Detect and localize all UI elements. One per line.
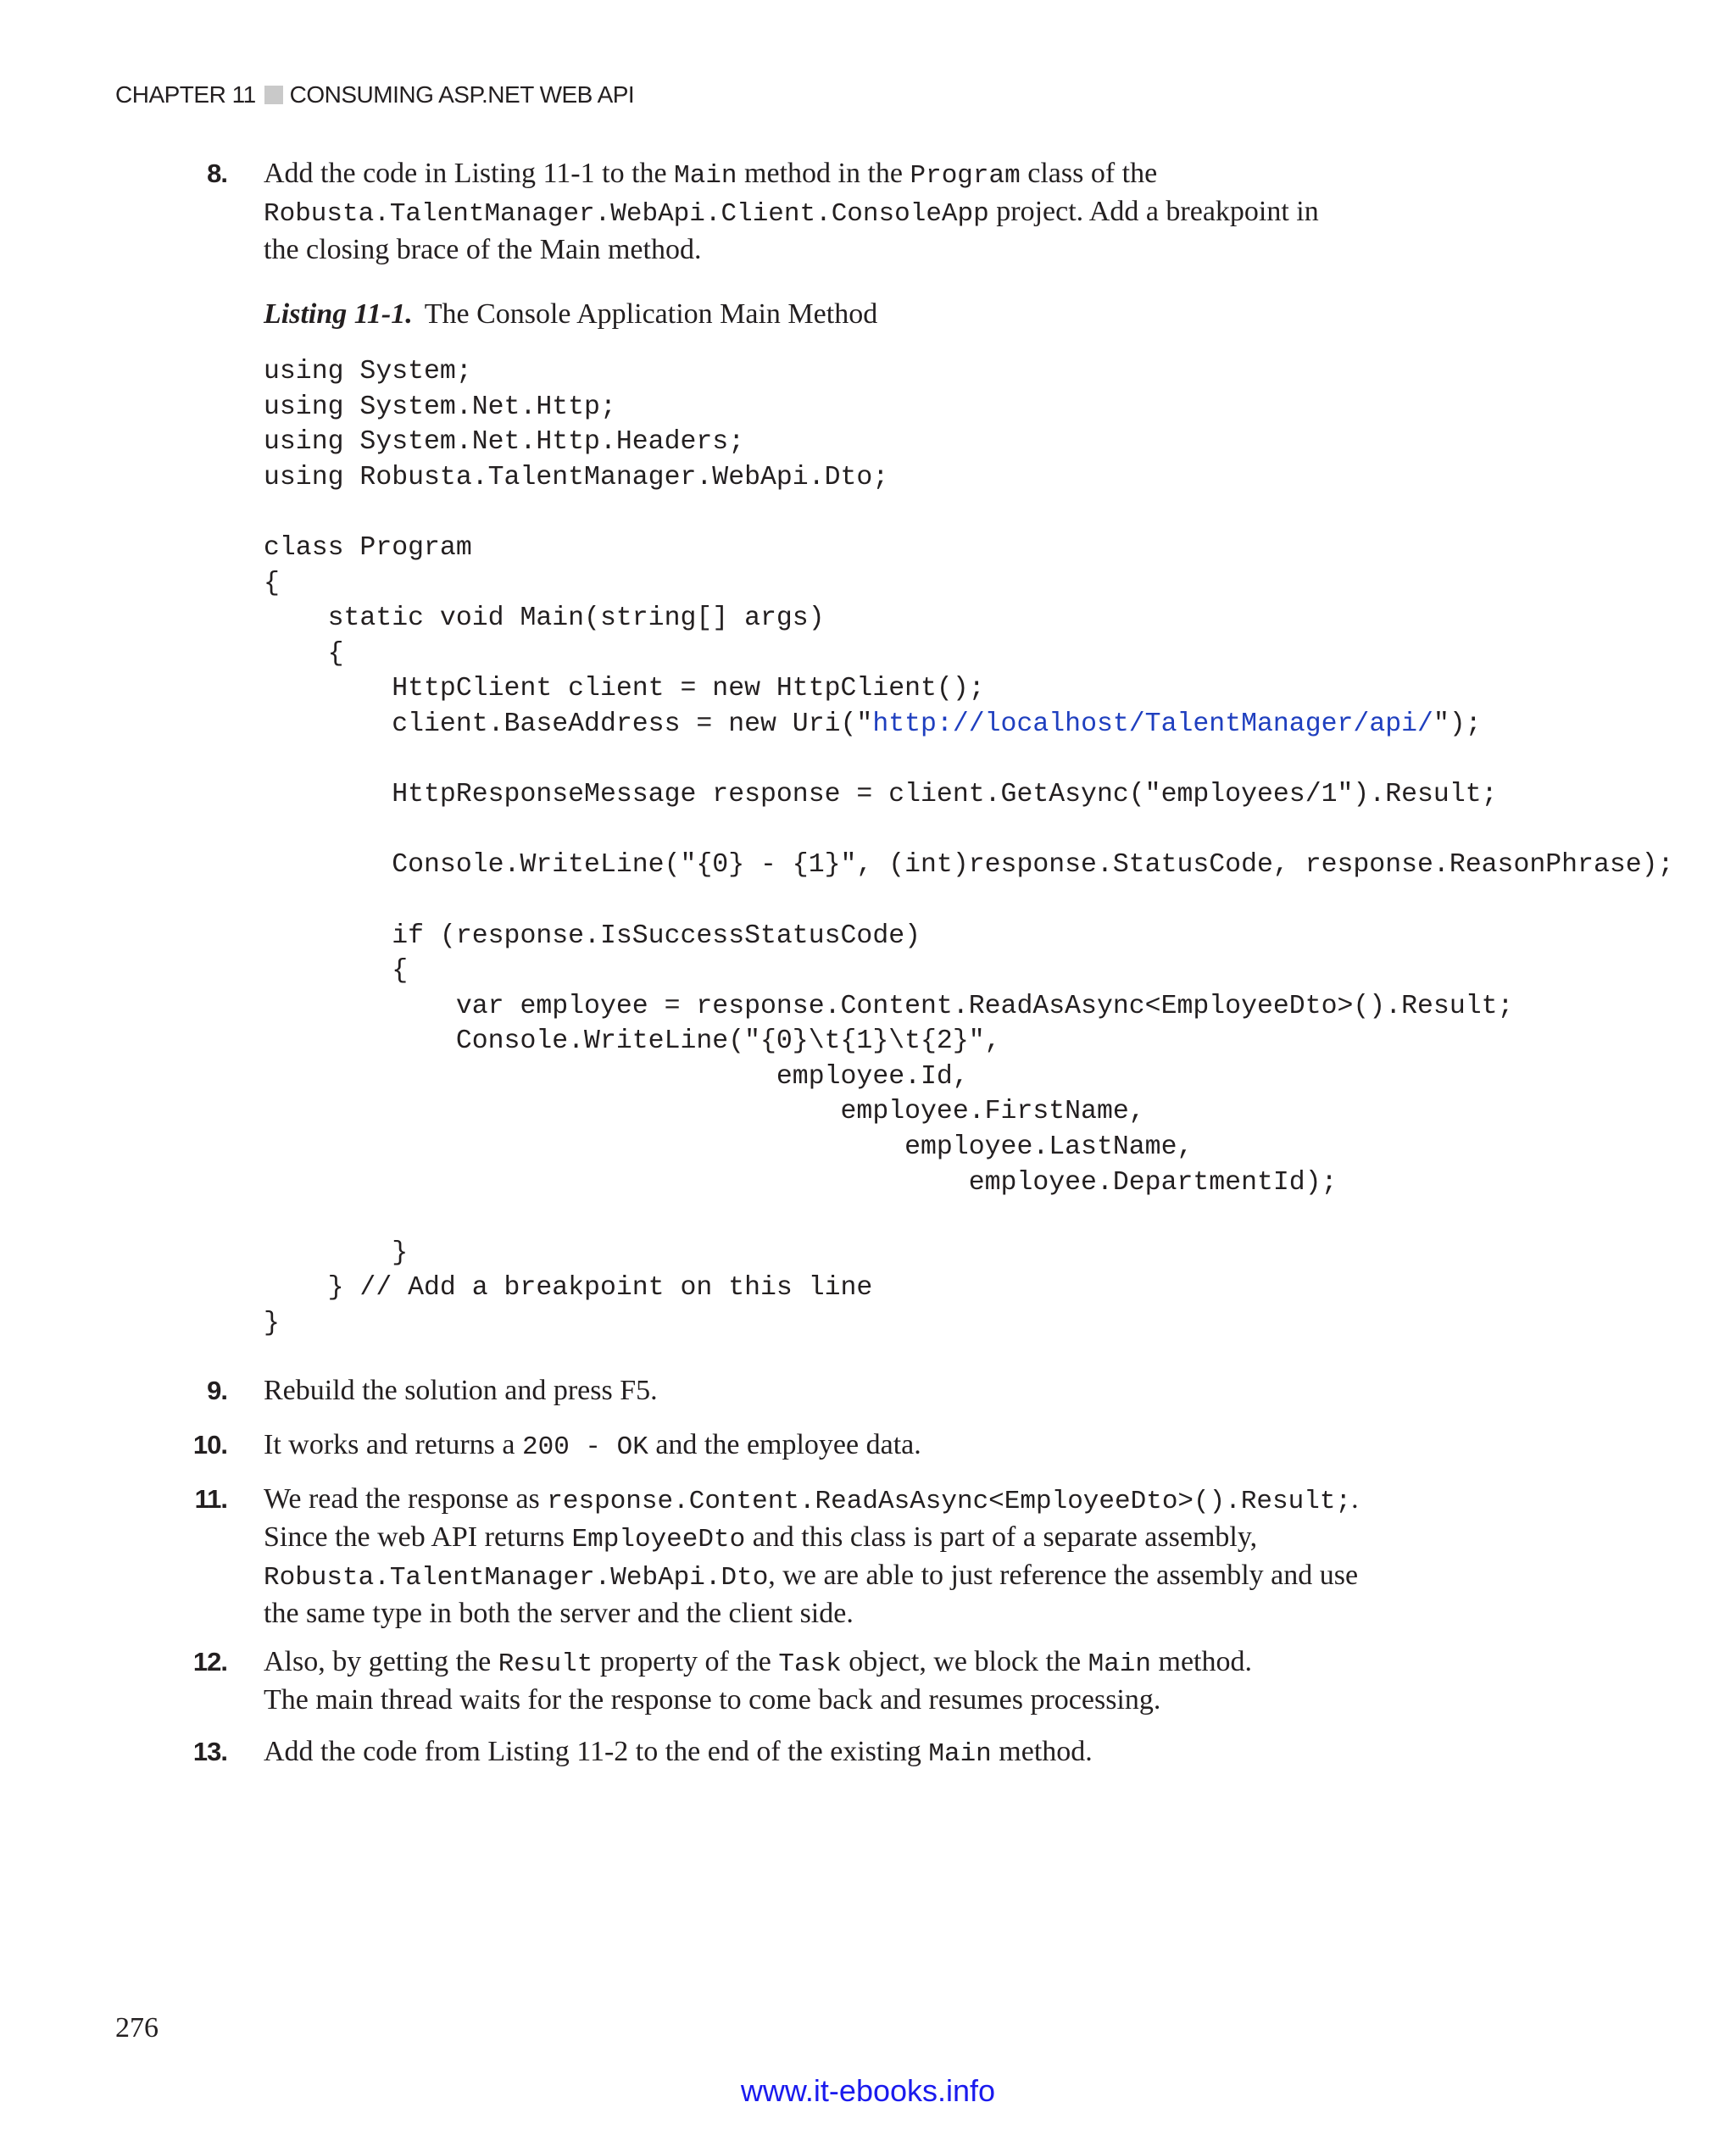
- step-line: [264, 1520, 1535, 1558]
- inline-code: 200 - OK: [521, 1432, 648, 1462]
- code-line: [264, 813, 1673, 848]
- code-text: client.BaseAddress = new Uri(": [264, 709, 873, 739]
- code-line: [264, 883, 1673, 919]
- text-run: Also, by getting the: [264, 1646, 498, 1677]
- code-text: ");: [1433, 709, 1482, 739]
- step-number: 11.: [194, 1484, 227, 1514]
- code-line: static void Main(string[] args): [264, 603, 825, 634]
- step-number: 13.: [192, 1737, 227, 1766]
- step-line: the same type in both the server and the client side.: [264, 1598, 854, 1629]
- text-run: property of the: [593, 1646, 779, 1677]
- running-header: [115, 81, 634, 108]
- step-number: 12.: [192, 1647, 227, 1677]
- text-run: project. Add a breakpoint in: [988, 196, 1319, 227]
- step-line: [264, 1482, 1535, 1520]
- text-run: class of the: [1020, 158, 1158, 189]
- step-line: the closing brace of the Main method.: [264, 234, 702, 265]
- code-line: using System.Net.Http.Headers;: [264, 427, 745, 458]
- text-run: method.: [1151, 1646, 1252, 1677]
- code-line: Console.WriteLine("{0}\t{1}\t{2}",: [264, 1026, 1001, 1057]
- step-number: 10.: [192, 1430, 227, 1460]
- text-run: object, we block the: [841, 1646, 1088, 1677]
- step-line: Rebuild the solution and press F5.: [264, 1375, 658, 1406]
- inline-code: Robusta.TalentManager.WebApi.Dto: [264, 1563, 769, 1593]
- text-run: Since the web API returns: [264, 1521, 572, 1553]
- step-number: 8.: [207, 158, 227, 188]
- step-text: [264, 1482, 1535, 1632]
- code-line: [264, 707, 1673, 742]
- step-line: [264, 1644, 1535, 1682]
- inline-code: Main: [1088, 1649, 1152, 1679]
- code-line: if (response.IsSuccessStatusCode): [264, 920, 921, 951]
- code-line: using Robusta.TalentManager.WebApi.Dto;: [264, 462, 889, 492]
- text-run: method.: [991, 1736, 1093, 1767]
- inline-code: response.Content.ReadAsAsync<EmployeeDto>().Result;: [547, 1487, 1352, 1516]
- step-line: [264, 1734, 1535, 1772]
- code-line: [264, 742, 1673, 778]
- chapter-label: CHAPTER 11: [115, 81, 256, 108]
- inline-code: Result: [498, 1649, 593, 1679]
- inline-code: Main: [928, 1739, 992, 1769]
- code-url: http://localhost/TalentManager/api/: [872, 709, 1433, 739]
- listing-caption: [264, 298, 877, 331]
- footer-website-link[interactable]: www.it-ebooks.info: [740, 2073, 996, 2108]
- step-text: [264, 1644, 1535, 1718]
- header-separator-square: [264, 86, 283, 104]
- code-line: } // Add a breakpoint on this line: [264, 1273, 873, 1304]
- text-run: Add the code from Listing 11-2 to the end of the existing: [264, 1736, 929, 1767]
- step-number: 9.: [207, 1376, 227, 1405]
- step-line: [264, 156, 1535, 194]
- listing-label: Listing 11-1.: [264, 298, 413, 330]
- code-line: var employee = response.Content.ReadAsAsync<EmployeeDto>().Result;: [264, 991, 1514, 1021]
- code-line: [264, 1200, 1673, 1236]
- step-text: [264, 1427, 1535, 1465]
- text-run: method in the: [737, 158, 910, 189]
- code-line: {: [264, 638, 344, 669]
- chapter-title: CONSUMING ASP.NET WEB API: [289, 81, 635, 108]
- step-line: [264, 194, 1535, 232]
- text-run: Add the code in Listing 11-1 to the: [264, 158, 675, 189]
- text-run: , we are able to just reference the assembly and use: [768, 1560, 1359, 1591]
- inline-code: Task: [778, 1649, 842, 1679]
- code-line: HttpResponseMessage response = client.GetAsync("employees/1").Result;: [264, 780, 1498, 810]
- step-text: [264, 1734, 1535, 1772]
- inline-code: Main: [674, 161, 737, 191]
- text-run: and this class is part of a separate assembly,: [745, 1521, 1258, 1553]
- code-line: using System;: [264, 357, 472, 386]
- code-line: HttpClient client = new HttpClient();: [264, 674, 985, 704]
- step-text: [264, 156, 1535, 268]
- step-line: [264, 1427, 1535, 1465]
- code-line: {: [264, 956, 409, 987]
- code-line: employee.LastName,: [264, 1132, 1194, 1163]
- text-run: We read the response as: [264, 1483, 548, 1515]
- code-line: Console.WriteLine("{0} - {1}", (int)response.StatusCode, response.ReasonPhrase);: [264, 850, 1674, 881]
- code-line: [264, 495, 1673, 531]
- code-line: class Program: [264, 532, 472, 563]
- step-line: [264, 1558, 1535, 1596]
- code-line: employee.Id,: [264, 1061, 969, 1092]
- text-run: and the employee data.: [648, 1429, 921, 1460]
- code-listing: [264, 354, 1673, 1342]
- inline-code: Program: [910, 161, 1021, 191]
- step-line: The main thread waits for the response to come back and resumes processing.: [264, 1684, 1161, 1716]
- text-run: .: [1351, 1483, 1359, 1515]
- inline-code: EmployeeDto: [571, 1525, 746, 1554]
- code-line: }: [264, 1309, 280, 1339]
- inline-code: Robusta.TalentManager.WebApi.Client.ConsoleApp: [264, 199, 989, 229]
- listing-title: The Console Application Main Method: [424, 298, 878, 330]
- code-line: using System.Net.Http;: [264, 392, 616, 422]
- text-run: It works and returns a: [264, 1429, 522, 1460]
- code-line: employee.FirstName,: [264, 1097, 1145, 1127]
- step-text: [264, 1373, 1535, 1409]
- code-line: employee.DepartmentId);: [264, 1167, 1338, 1198]
- page-number: 276: [115, 2012, 159, 2044]
- code-line: }: [264, 1237, 409, 1268]
- code-line: {: [264, 568, 280, 598]
